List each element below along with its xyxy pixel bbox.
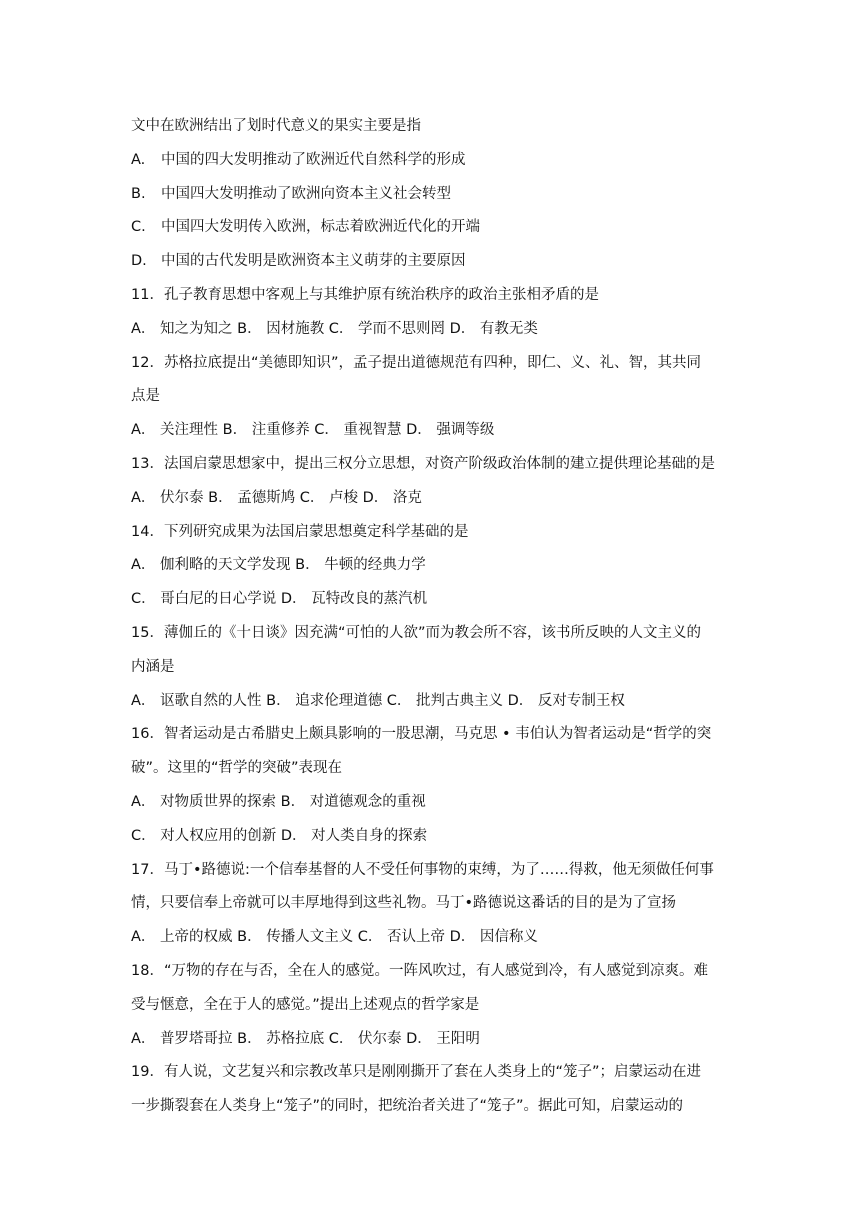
question-10-stem-end: 文中在欧洲结出了划时代意义的果实主要是指	[131, 118, 421, 134]
option-text: 中国四大发明传入欧洲，标志着欧洲近代化的开端	[161, 219, 480, 236]
question-19-stem-cont: 一步撕裂套在人类身上“笼子”的同时，把统治者关进了“笼子”。据此可知，启蒙运动的	[131, 1098, 684, 1115]
exam-page	[131, 110, 736, 1124]
question-16-stem-cont: 破”。这里的“哲学的突破”表现在	[131, 760, 343, 777]
question-14-stem: 14．下列研究成果为法国启蒙思想奠定科学基础的是	[131, 523, 469, 540]
option-label: C.	[131, 219, 146, 236]
question-15-stem: 15．薄伽丘的《十日谈》因充满“可怕的人欲”而为教会所不容，该书所反映的人文主义的	[131, 624, 701, 641]
question-11-stem: 11．孔子教育思想中客观上与其维护原有统治秩序的政治主张相矛盾的是	[131, 286, 599, 303]
question-15-stem-cont: 内涵是	[131, 658, 175, 675]
question-10-option-b	[131, 178, 736, 212]
option-label: D.	[131, 253, 147, 270]
question-15-options: A． 讴歌自然的人性 B． 追求伦理道德 C． 批判古典主义 D． 反对专制王权	[131, 692, 625, 709]
option-label: B.	[131, 185, 146, 202]
option-label: A.	[131, 151, 146, 168]
question-19-stem: 19．有人说，文艺复兴和宗教改革只是刚刚撕开了套在人类身上的“笼子”；启蒙运动在进	[131, 1064, 701, 1081]
question-17-options: A． 上帝的权威 B． 传播人文主义 C． 否认上帝 D． 因信称义	[131, 929, 538, 946]
question-14-options-ab: A． 伽利略的天文学发现 B． 牛顿的经典力学	[131, 557, 426, 574]
question-16-stem: 16．智者运动是古希腊史上颇具影响的一股思潮，马克思 • 韦伯认为智者运动是“哲学的突	[131, 726, 712, 743]
question-14-options-cd: C． 哥白尼的日心学说 D． 瓦特改良的蒸汽机	[131, 591, 428, 608]
question-13-stem: 13．法国启蒙思想家中，提出三权分立思想，对资产阶级政治体制的建立提供理论基础的是	[131, 455, 715, 472]
question-18-options: A． 普罗塔哥拉 B． 苏格拉底 C． 伏尔泰 D． 王阳明	[131, 1030, 480, 1047]
question-10-option-c	[131, 211, 736, 245]
question-16-options-cd: C． 对人权应用的创新 D． 对人类自身的探索	[131, 827, 428, 844]
option-text: 中国的古代发明是欧洲资本主义萌芽的主要原因	[161, 253, 466, 270]
question-12-stem: 12．苏格拉底提出“美德即知识”，孟子提出道德规范有四种，即仁、义、礼、智，其共同	[131, 354, 701, 371]
question-17-stem: 17．马丁•路德说:一个信奉基督的人不受任何事物的束缚，为了……得救，他无须做任何事	[131, 861, 714, 878]
option-text: 中国的四大发明推动了欧洲近代自然科学的形成	[161, 151, 466, 168]
question-11-options: A． 知之为知之 B． 因材施教 C． 学而不思则罔 D． 有教无类	[131, 320, 538, 337]
question-18-stem-cont: 受与惬意，全在于人的感觉。”提出上述观点的哲学家是	[131, 996, 480, 1013]
question-16-options-ab: A． 对物质世界的探索 B． 对道德观念的重视	[131, 793, 426, 810]
question-18-stem: 18．“万物的存在与否，全在人的感觉。一阵风吹过，有人感觉到冷，有人感觉到凉爽。难	[131, 962, 708, 979]
option-text: 中国四大发明推动了欧洲向资本主义社会转型	[161, 185, 451, 202]
question-13-options: A． 伏尔泰 B． 孟德斯鸠 C． 卢梭 D． 洛克	[131, 489, 422, 506]
question-10-option-a	[131, 144, 736, 178]
question-10-option-d	[131, 245, 736, 279]
question-17-stem-cont: 情，只要信奉上帝就可以丰厚地得到这些礼物。马丁•路德说这番话的目的是为了宣扬	[131, 895, 677, 912]
question-12-stem-cont: 点是	[131, 388, 160, 405]
question-12-options: A． 关注理性 B． 注重修养 C． 重视智慧 D． 强调等级	[131, 422, 495, 439]
